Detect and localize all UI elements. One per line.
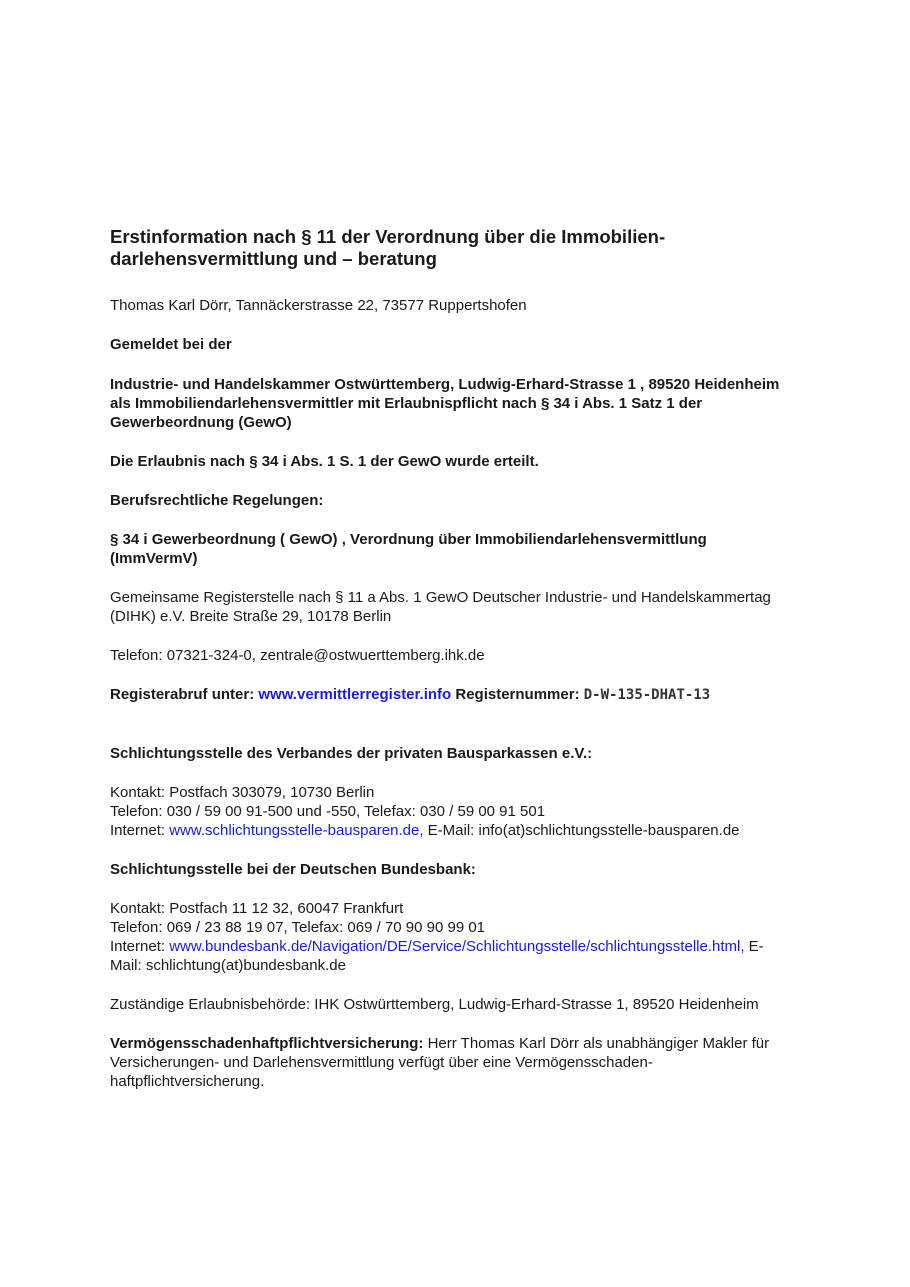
chamber-block	[110, 375, 800, 432]
rules-block	[110, 530, 800, 568]
authority-line: Zuständige Erlaubnisbehörde: IHK Ostwürttemberg, Ludwig-Erhard-Strasse 1, 89520 Heidenheim	[110, 996, 759, 1013]
insurance-label: Vermögensschadenhaftpflichtversicherung:	[110, 1035, 424, 1052]
bundesbank-email-part2: Mail: schlichtung(at)bundesbank.de	[110, 957, 346, 974]
phone-line: Telefon: 07321-324-0, zentrale@ostwuerttemberg.ihk.de	[110, 647, 485, 664]
bauspar-phone: Telefon: 030 / 59 00 91-500 und -550, Telefax: 030 / 59 00 91 501	[110, 803, 546, 820]
register-number-label: Registernummer:	[451, 686, 584, 703]
register-query-line	[110, 685, 800, 705]
address: Thomas Karl Dörr, Tannäckerstrasse 22, 73577 Ruppertshofen	[110, 297, 527, 314]
rules-line-1: § 34 i Gewerbeordnung ( GewO) , Verordnung über Immobiliendarlehensvermittlung	[110, 531, 707, 548]
insurance-block	[110, 1034, 800, 1091]
insurance-text-2: Versicherungen- und Darlehensvermittlung verfügt über eine Vermögensschaden-	[110, 1054, 653, 1071]
bundesbank-internet-label: Internet:	[110, 938, 170, 955]
bundesbank-phone: Telefon: 069 / 23 88 19 07, Telefax: 069 / 70 90 90 99 01	[110, 919, 486, 936]
title-line-1: Erstinformation nach § 11 der Verordnung über die Immobilien-	[110, 226, 666, 247]
insurance-text-3: haftpflichtversicherung.	[110, 1073, 265, 1090]
chamber-line-1: Industrie- und Handelskammer Ostwürttemberg, Ludwig-Erhard-Strasse 1 , 89520 Heidenheim	[110, 376, 780, 393]
register-query-label: Registerabruf unter:	[110, 686, 259, 703]
title-line-2: darlehensvermittlung und – beratung	[110, 248, 437, 269]
rules-line-2: (ImmVermV)	[110, 550, 198, 567]
permission-statement: Die Erlaubnis nach § 34 i Abs. 1 S. 1 der GewO wurde erteilt.	[110, 453, 539, 470]
document-title	[110, 226, 800, 270]
bauspar-block	[110, 783, 800, 840]
bundesbank-contact: Kontakt: Postfach 11 12 32, 60047 Frankfurt	[110, 900, 404, 917]
register-link[interactable]: www.vermittlerregister.info	[258, 686, 452, 703]
bauspar-internet-label: Internet:	[110, 822, 170, 839]
registry-block	[110, 588, 800, 626]
registry-line-2: (DIHK) e.V. Breite Straße 29, 10178 Berlin	[110, 608, 392, 625]
chamber-line-2: als Immobiliendarlehensvermittler mit Erlaubnispflicht nach § 34 i Abs. 1 Satz 1 der	[110, 395, 703, 412]
rules-heading: Berufsrechtliche Regelungen:	[110, 492, 324, 509]
bauspar-contact: Kontakt: Postfach 303079, 10730 Berlin	[110, 784, 375, 801]
bauspar-heading: Schlichtungsstelle des Verbandes der privaten Bausparkassen e.V.:	[110, 745, 593, 762]
bauspar-link[interactable]: www.schlichtungsstelle-bausparen.de,	[169, 822, 424, 839]
insurance-text-1: Herr Thomas Karl Dörr als unabhängiger Makler für	[423, 1035, 770, 1052]
document-page	[110, 226, 800, 1091]
register-number: D-W-135-DHAT-13	[583, 687, 711, 703]
bundesbank-heading: Schlichtungsstelle bei der Deutschen Bundesbank:	[110, 861, 476, 878]
registered-heading: Gemeldet bei der	[110, 336, 232, 353]
chamber-line-3: Gewerbeordnung (GewO)	[110, 414, 292, 431]
bauspar-email: E-Mail: info(at)schlichtungsstelle-bausparen.de	[423, 822, 740, 839]
registry-line-1: Gemeinsame Registerstelle nach § 11 a Abs. 1 GewO Deutscher Industrie- und Handelskammertag	[110, 589, 771, 606]
bundesbank-link[interactable]: www.bundesbank.de/Navigation/DE/Service/Schlichtungsstelle/schlichtungsstelle.html,	[169, 938, 745, 955]
bundesbank-block	[110, 899, 800, 975]
bundesbank-email-part1: E-	[744, 938, 764, 955]
